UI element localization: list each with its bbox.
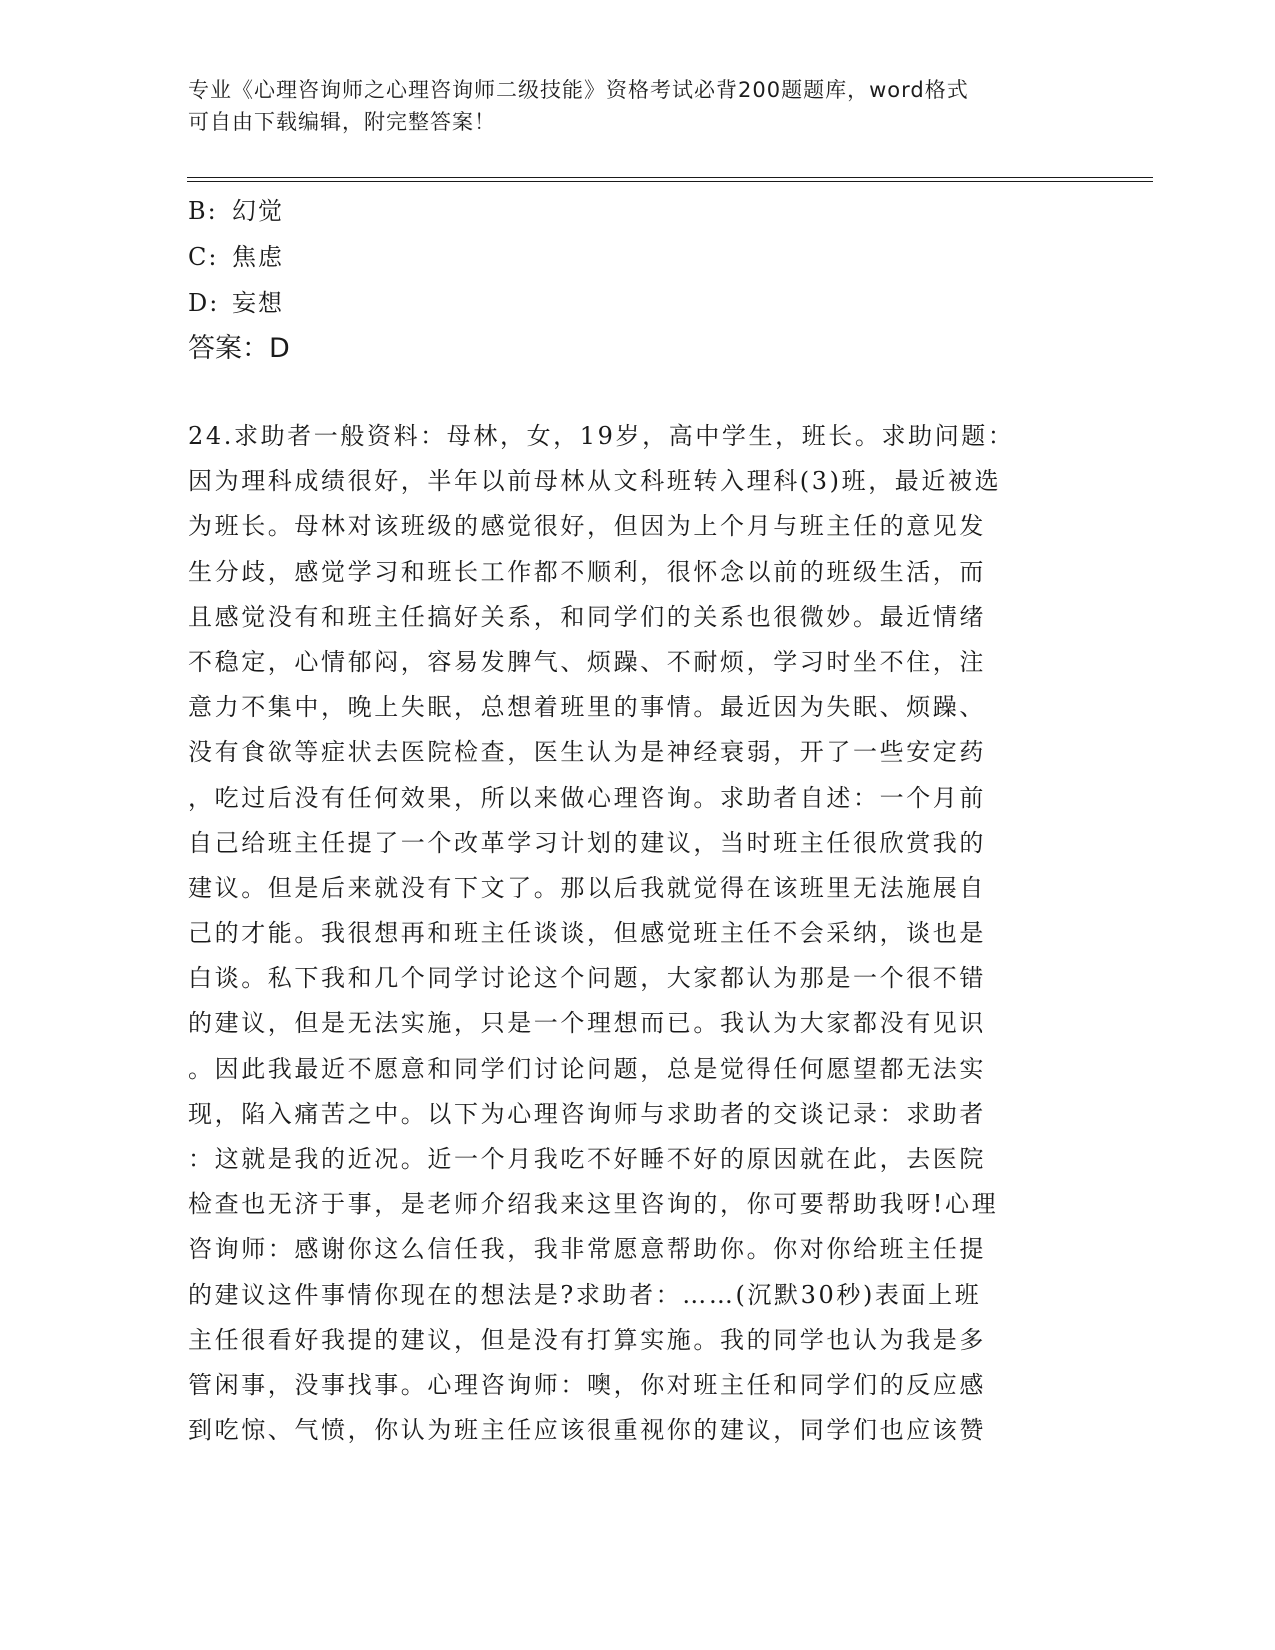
option-letter: C: (188, 243, 219, 271)
question-line: 没有食欲等症状去医院检查，医生认为是神经衰弱，开了一些安定药 (188, 738, 986, 767)
question-line: 。因此我最近不愿意和同学们讨论问题，总是觉得任何愿望都无法实 (188, 1054, 986, 1083)
question-line: 为班长。母林对该班级的感觉很好，但因为上个月与班主任的意见发 (188, 512, 986, 541)
question-24 (188, 414, 1088, 1453)
header-line-1: 专业《心理咨询师之心理咨询师二级技能》资格考试必背200题题库，word格式 (188, 78, 969, 102)
question-line: 现，陷入痛苦之中。以下为心理咨询师与求助者的交谈记录：求助者 (188, 1099, 986, 1128)
option-text: 幻觉 (232, 197, 284, 225)
option-letter: D: (188, 289, 220, 317)
question-line: 生分歧，感觉学习和班长工作都不顺利，很怀念以前的班级生活，而 (188, 557, 986, 586)
option-c (188, 234, 1068, 280)
question-line: 检查也无济于事，是老师介绍我来这里咨询的，你可要帮助我呀!心理 (188, 1190, 999, 1219)
question-line: 因为理科成绩很好，半年以前母林从文科班转入理科(3)班，最近被选 (188, 467, 1002, 496)
header-divider-bottom (187, 181, 1153, 182)
option-text: 焦虑 (232, 243, 284, 271)
question-line: 己的才能。我很想再和班主任谈谈，但感觉班主任不会采纳，谈也是 (188, 919, 986, 948)
question-line: 的建议这件事情你现在的想法是?求助者：……(沉默30秒)表面上班 (188, 1280, 982, 1309)
question-line: ，吃过后没有任何效果，所以来做心理咨询。求助者自述：一个月前 (188, 783, 986, 812)
question-line: 且感觉没有和班主任搞好关系，和同学们的关系也很微妙。最近情绪 (188, 602, 986, 631)
header-divider-top (187, 177, 1153, 178)
question-line: 自己给班主任提了一个改革学习计划的建议，当时班主任很欣赏我的 (188, 828, 986, 857)
option-d (188, 280, 1068, 326)
document-header (188, 74, 1068, 138)
question-line: 主任很看好我提的建议，但是没有打算实施。我的同学也认为我是多 (188, 1325, 986, 1354)
option-text: 妄想 (232, 289, 284, 317)
question-line: ：这就是我的近况。近一个月我吃不好睡不好的原因就在此，去医院 (188, 1145, 986, 1173)
question-line: 管闲事，没事找事。心理咨询师：噢，你对班主任和同学们的反应感 (188, 1370, 986, 1399)
option-b (188, 188, 1068, 234)
header-line-2: 可自由下载编辑，附完整答案！ (188, 110, 496, 134)
answer-line: 答案：D (188, 333, 290, 364)
question-line: 意力不集中，晚上失眠，总想着班里的事情。最近因为失眠、烦躁、 (188, 693, 986, 722)
question-line: 的建议，但是无法实施，只是一个理想而已。我认为大家都没有见识 (188, 1009, 986, 1038)
question-line: 到吃惊、气愤，你认为班主任应该很重视你的建议，同学们也应该赞 (188, 1416, 986, 1445)
question-line: 白谈。私下我和几个同学讨论这个问题，大家都认为那是一个很不错 (188, 964, 986, 993)
question-options (188, 188, 1068, 372)
question-line: 建议。但是后来就没有下文了。那以后我就觉得在该班里无法施展自 (188, 873, 986, 902)
question-line: 24.求助者一般资料：母林，女，19岁，高中学生，班长。求助问题： (188, 422, 1015, 450)
option-letter: B: (188, 197, 218, 225)
question-line: 咨询师：感谢你这么信任我，我非常愿意帮助你。你对你给班主任提 (188, 1235, 986, 1264)
question-line: 不稳定，心情郁闷，容易发脾气、烦躁、不耐烦，学习时坐不住，注 (188, 647, 986, 676)
